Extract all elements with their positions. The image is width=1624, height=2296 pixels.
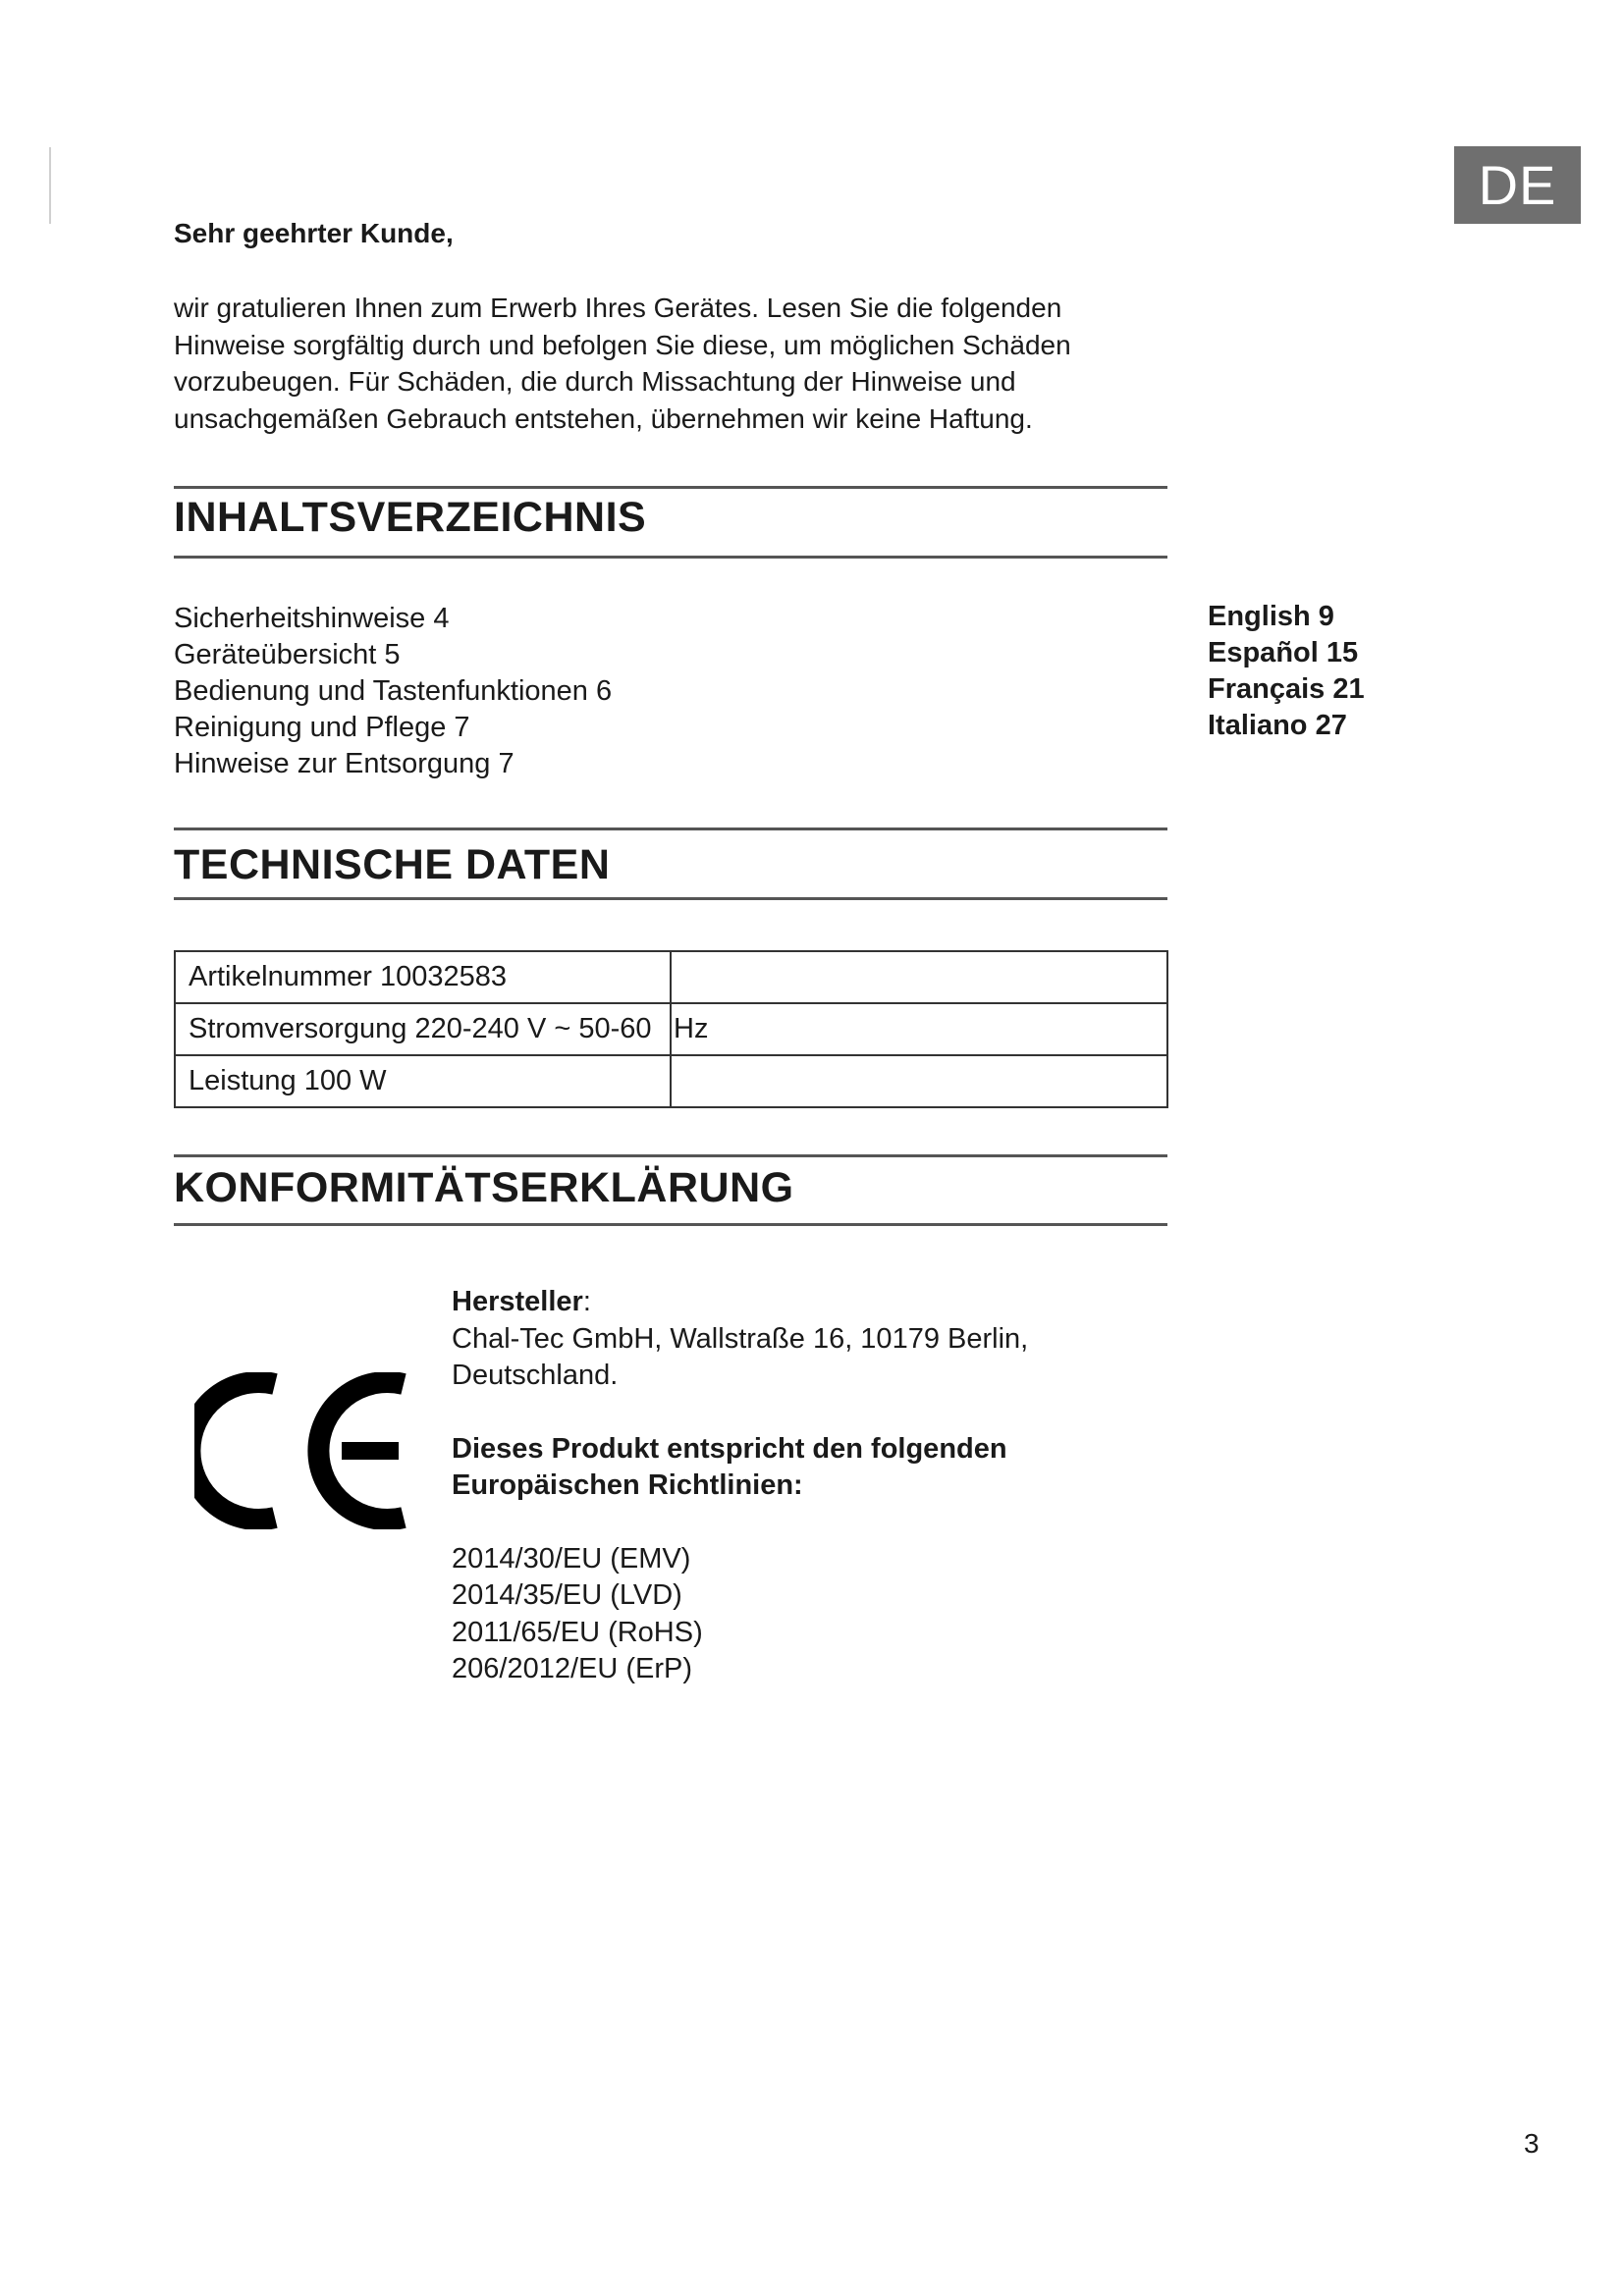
intro-line: unsachgemäßen Gebrauch entstehen, übernehmen wir keine Haftung. — [174, 402, 1033, 434]
greeting: Sehr geehrter Kunde, — [174, 218, 454, 248]
statement-line: Dieses Produkt entspricht den folgenden — [452, 1432, 1007, 1465]
tech-value-cell — [671, 951, 1167, 1003]
toc-list — [174, 601, 612, 782]
directive-item: 2011/65/EU (RoHS) — [452, 1616, 703, 1648]
statement-line: Europäischen Richtlinien: — [452, 1469, 803, 1501]
page-number: 3 — [1524, 2128, 1540, 2159]
table-row — [175, 951, 1167, 1003]
section-rule — [174, 486, 1167, 489]
language-badge: DE — [1454, 146, 1581, 224]
conformity-details — [452, 1284, 1028, 1688]
toc-item: Bedienung und Tastenfunktionen 6 — [174, 675, 613, 707]
tech-table — [174, 950, 1168, 1108]
manufacturer-label: Hersteller — [452, 1286, 583, 1317]
language-item: Español 15 — [1208, 637, 1359, 668]
tech-value-cell — [671, 1055, 1167, 1107]
conformity-title: KONFORMITÄTSERKLÄRUNG — [174, 1164, 794, 1211]
section-rule — [174, 897, 1167, 900]
margin-line — [49, 147, 51, 224]
intro-line: vorzubeugen. Für Schäden, die durch Missachtung der Hinweise und — [174, 366, 1016, 397]
toc-item: Reinigung und Pflege 7 — [174, 712, 470, 743]
toc-item: Sicherheitshinweise 4 — [174, 603, 450, 634]
manufacturer-colon: : — [582, 1286, 591, 1317]
tech-label-cell: Artikelnummer 10032583 — [175, 951, 671, 1003]
tech-title: TECHNISCHE DATEN — [174, 841, 611, 888]
section-rule — [174, 1154, 1167, 1157]
manufacturer-line: Chal-Tec GmbH, Wallstraße 16, 10179 Berlin, — [452, 1322, 1029, 1355]
directive-item: 2014/30/EU (EMV) — [452, 1542, 691, 1575]
language-list — [1208, 599, 1365, 744]
language-item: Italiano 27 — [1208, 710, 1347, 741]
toc-item: Geräteübersicht 5 — [174, 639, 401, 670]
intro-paragraph — [174, 290, 1116, 437]
toc-item: Hinweise zur Entsorgung 7 — [174, 748, 514, 779]
table-row — [175, 1055, 1167, 1107]
intro-line: wir gratulieren Ihnen zum Erwerb Ihres Gerätes. Lesen Sie die folgenden — [174, 293, 1062, 323]
language-item: Français 21 — [1208, 673, 1365, 705]
intro-line: Hinweise sorgfältig durch und befolgen Sie diese, um möglichen Schäden — [174, 329, 1071, 360]
tech-label-cell: Leistung 100 W — [175, 1055, 671, 1107]
toc-title: INHALTSVERZEICHNIS — [174, 494, 647, 541]
language-item: English 9 — [1208, 601, 1334, 632]
directive-item: 2014/35/EU (LVD) — [452, 1579, 682, 1611]
tech-label-cell: Stromversorgung 220-240 V ~ 50-60 — [175, 1003, 671, 1055]
section-rule — [174, 556, 1167, 559]
tech-value-cell: Hz — [671, 1003, 1167, 1055]
directive-item: 206/2012/EU (ErP) — [452, 1653, 693, 1684]
section-rule — [174, 828, 1167, 830]
ce-mark-icon — [194, 1372, 412, 1529]
manufacturer-line: Deutschland. — [452, 1360, 619, 1391]
section-rule — [174, 1223, 1167, 1226]
table-row — [175, 1003, 1167, 1055]
